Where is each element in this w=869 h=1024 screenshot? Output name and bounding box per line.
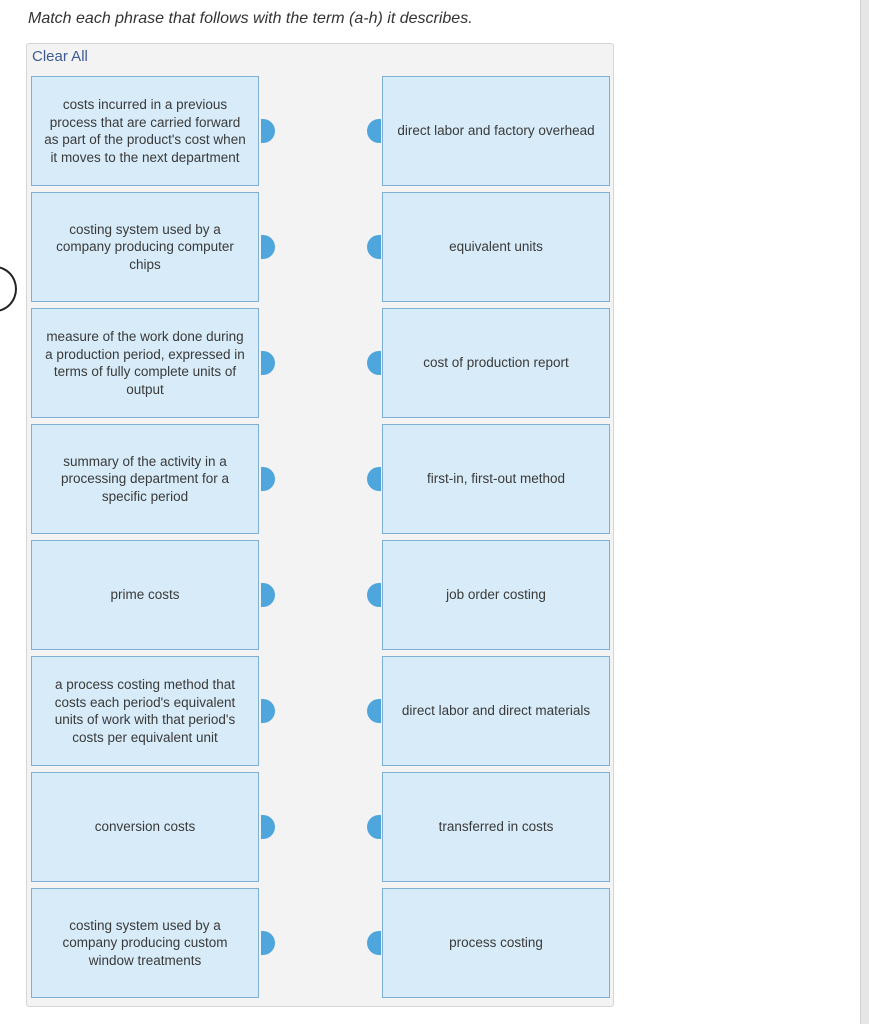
right-item-7[interactable]: transferred in costs [382, 772, 610, 882]
right-item-3[interactable]: cost of production report [382, 308, 610, 418]
left-item-4[interactable]: summary of the activity in a processing department for a specific period [31, 424, 259, 534]
left-connector-8[interactable] [261, 931, 275, 955]
right-connector-5[interactable] [367, 583, 381, 607]
right-connector-6[interactable] [367, 699, 381, 723]
right-connector-1[interactable] [367, 119, 381, 143]
left-item-5[interactable]: prime costs [31, 540, 259, 650]
scrollbar-edge[interactable] [860, 0, 869, 1024]
partial-circle-control[interactable] [0, 266, 17, 312]
right-item-1[interactable]: direct labor and factory overhead [382, 76, 610, 186]
right-connector-7[interactable] [367, 815, 381, 839]
left-item-3[interactable]: measure of the work done during a production period, expressed in terms of fully complete units of output [31, 308, 259, 418]
left-connector-7[interactable] [261, 815, 275, 839]
right-item-6[interactable]: direct labor and direct materials [382, 656, 610, 766]
right-item-5[interactable]: job order costing [382, 540, 610, 650]
left-item-1[interactable]: costs incurred in a previous process that are carried forward as part of the product's cost when it moves to the next department [31, 76, 259, 186]
left-connector-5[interactable] [261, 583, 275, 607]
left-connector-2[interactable] [261, 235, 275, 259]
right-connector-4[interactable] [367, 467, 381, 491]
left-connector-1[interactable] [261, 119, 275, 143]
left-item-6[interactable]: a process costing method that costs each period's equivalent units of work with that period's costs per equivalent unit [31, 656, 259, 766]
clear-all-button[interactable]: Clear All [32, 48, 88, 65]
right-connector-8[interactable] [367, 931, 381, 955]
right-item-4[interactable]: first-in, first-out method [382, 424, 610, 534]
right-connector-2[interactable] [367, 235, 381, 259]
left-item-2[interactable]: costing system used by a company producing computer chips [31, 192, 259, 302]
left-item-8[interactable]: costing system used by a company producing custom window treatments [31, 888, 259, 998]
left-connector-3[interactable] [261, 351, 275, 375]
left-connector-6[interactable] [261, 699, 275, 723]
right-connector-3[interactable] [367, 351, 381, 375]
right-item-2[interactable]: equivalent units [382, 192, 610, 302]
instruction-text: Match each phrase that follows with the term (a-h) it describes. [28, 10, 473, 27]
left-connector-4[interactable] [261, 467, 275, 491]
matching-panel [26, 43, 614, 1007]
right-item-8[interactable]: process costing [382, 888, 610, 998]
left-item-7[interactable]: conversion costs [31, 772, 259, 882]
